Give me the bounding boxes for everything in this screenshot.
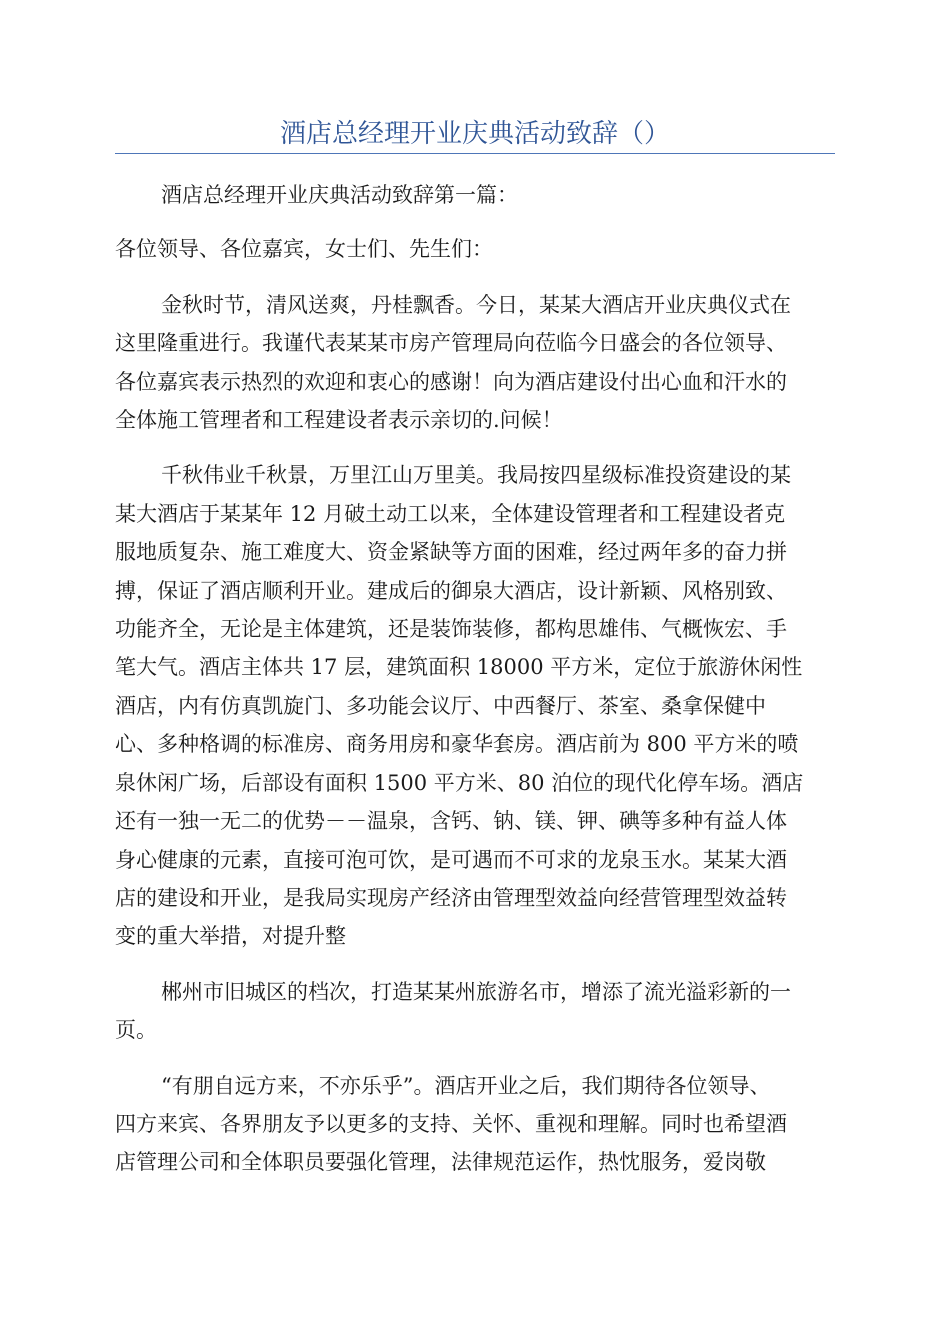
paragraph-line: 千秋伟业千秋景，万里江山万里美。我局按四星级标准投资建设的某 — [161, 463, 791, 488]
paragraph-line: 四方来宾、各界朋友予以更多的支持、关怀、重视和理解。同时也希望酒 — [115, 1111, 787, 1136]
paragraph-welcome — [115, 286, 835, 440]
paragraph-line: 酒店总经理开业庆典活动致辞第一篇： — [161, 183, 518, 207]
paragraph-line: “有朋自远方来，不亦乐乎”。酒店开业之后，我们期待各位领导、 — [161, 1073, 771, 1098]
paragraph-line: 泉休闲广场，后部设有面积 1500 平方米、80 泊位的现代化停车场。酒店 — [115, 770, 804, 795]
paragraph-line: 各位嘉宾表示热烈的欢迎和衷心的感谢！向为酒店建设付出心血和汗水的 — [115, 369, 787, 394]
document-body — [115, 176, 835, 1199]
paragraph-line: 全体施工管理者和工程建设者表示亲切的.问候！ — [115, 408, 563, 433]
paragraph-line: 店的建设和开业，是我局实现房产经济由管理型效益向经营管理型效益转 — [115, 885, 787, 910]
document-title: 酒店总经理开业庆典活动致辞（） — [279, 119, 670, 149]
paragraph-line: 搏，保证了酒店顺利开业。建成后的御泉大酒店，设计新颖、风格别致、 — [115, 578, 787, 603]
paragraph-line: 变的重大举措，对提升整 — [115, 924, 346, 949]
paragraph-line: 服地质复杂、施工难度大、资金紧缺等方面的困难，经过两年多的奋力拼 — [115, 540, 787, 565]
paragraph-salutation — [115, 230, 835, 268]
paragraph-line: 笔大气。酒店主体共 17 层，建筑面积 18000 平方米，定位于旅游休闲性 — [115, 655, 803, 680]
paragraph-line: 各位领导、各位嘉宾，女士们、先生们： — [115, 237, 493, 262]
paragraph-line: 心、多种格调的标准房、商务用房和豪华套房。酒店前为 800 平方米的喷 — [115, 732, 799, 757]
paragraph-line: 这里隆重进行。我谨代表某某市房产管理局向莅临今日盛会的各位领导、 — [115, 331, 787, 356]
paragraph-line: 酒店，内有仿真凯旋门、多功能会议厅、中西餐厅、茶室、桑拿保健中 — [115, 693, 766, 718]
paragraph-line: 金秋时节，清风送爽，丹桂飘香。今日，某某大酒店开业庆典仪式在 — [161, 292, 791, 317]
paragraph-line: 某大酒店于某某年 12 月破土动工以来，全体建设管理者和工程建设者克 — [115, 501, 786, 526]
title-underline — [115, 153, 835, 154]
paragraph-closing — [115, 1067, 835, 1182]
paragraph-line: 还有一独一无二的优势－－温泉，含钙、钠、镁、钾、碘等多种有益人体 — [115, 809, 787, 834]
paragraph-line: 郴州市旧城区的档次，打造某某州旅游名市，增添了流光溢彩新的一 — [161, 979, 791, 1004]
paragraph-line: 页。 — [115, 1018, 157, 1043]
paragraph-city-upgrade — [115, 973, 835, 1050]
paragraph-line: 店管理公司和全体职员要强化管理，法律规范运作，热忱服务，爱岗敬 — [115, 1150, 766, 1175]
paragraph-hotel-description — [115, 456, 835, 955]
paragraph-line: 功能齐全，无论是主体建筑，还是装饰装修，都构思雄伟、气概恢宏、手 — [115, 617, 787, 642]
paragraph-line: 身心健康的元素，直接可泡可饮，是可遇而不可求的龙泉玉水。某某大酒 — [115, 847, 787, 872]
paragraph-heading — [115, 176, 835, 214]
